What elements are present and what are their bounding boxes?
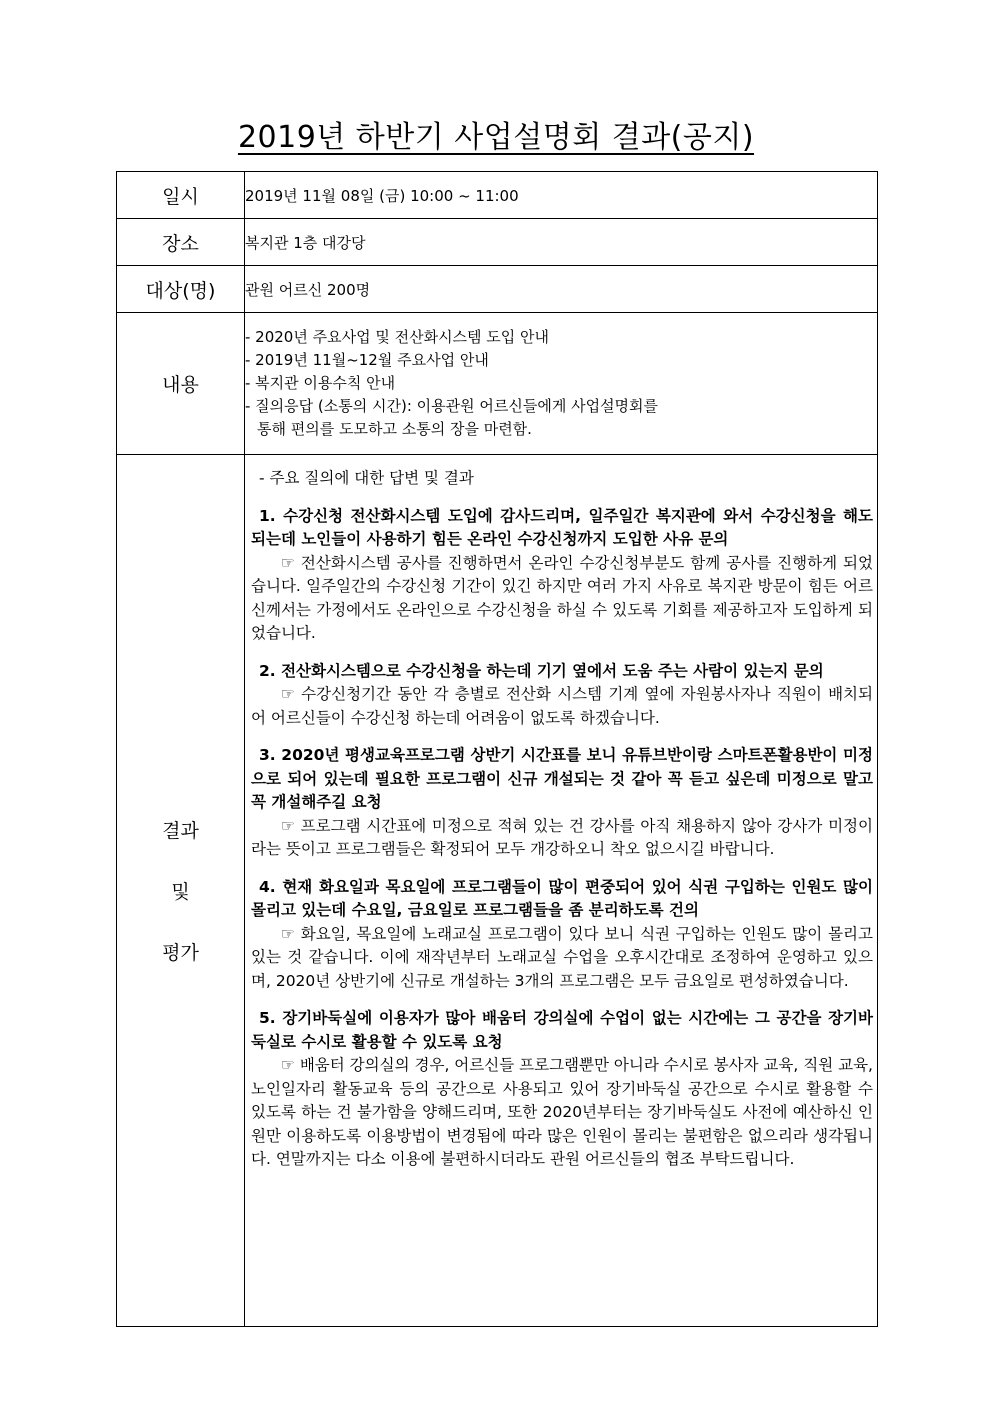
evaluation-lead: - 주요 질의에 대한 답변 및 결과 [259, 469, 474, 487]
answer-text: ☞ 배움터 강의실의 경우, 어르신들 프로그램뿐만 아니라 수시로 봉사자 교육, 직원 교육, 노인일자리 활동교육 등의 공간으로 사용되고 있어 장기바둑실 공간으로 수시로 활용할 수 있도록 하는 건 불가함을 양해드리며, 또한 2020년부터는 장기바둑실도 사전에 예산하신 인원만 이용하도록 이용방법이 변경됨에 따라 많은 인원이 몰리는 불편함은 없으리라 생각됩니다. 연말까지는 다소 이용에 불편하시더라도 관원 어르신들의 협조 부탁드립니다. [251, 1056, 873, 1168]
answer-text: ☞ 화요일, 목요일에 노래교실 프로그램이 있다 보니 식권 구입하는 인원도 많이 몰리고 있는 것 같습니다. 이에 재작년부터 노래교실 수업을 오후시간대로 조정하여 운영하고 있으며, 2020년 상반기에 신규로 개설하는 3개의 프로그램은 모두 금요일로 편성하였습니다. [251, 924, 873, 990]
qa-item [251, 505, 873, 646]
content-line: - 2020년 주요사업 및 전산화시스템 도입 안내 [245, 328, 550, 346]
qa-item [251, 660, 873, 731]
label-content: 내용 [117, 313, 245, 455]
value-evaluation [245, 455, 878, 1327]
value-place: 복지관 1층 대강당 [245, 219, 878, 266]
row-date [117, 172, 878, 219]
answer-text: ☞ 전산화시스템 공사를 진행하면서 온라인 수강신청부분도 함께 공사를 진행하게 되었습니다. 일주일간의 수강신청 기간이 있긴 하지만 여러 가지 사유로 복지관 방문이 힘든 어르신께서는 가정에서도 온라인으로 수강신청을 하실 수 있도록 기회를 제공하고자 도입하게 되었습니다. [251, 553, 873, 642]
row-place [117, 219, 878, 266]
content-line: - 질의응답 (소통의 시간): 이용관원 어르신들에게 사업설명회를 [245, 397, 659, 415]
qa-item [251, 744, 873, 862]
row-target [117, 266, 878, 313]
question-text: 2. 전산화시스템으로 수강신청을 하는데 기기 옆에서 도움 주는 사람이 있는지 문의 [259, 661, 824, 680]
row-content [117, 313, 878, 455]
content-line: 통해 편의를 도모하고 소통의 장을 마련함. [257, 420, 532, 438]
question-text: 1. 수강신청 전산화시스템 도입에 감사드리며, 일주일간 복지관에 와서 수강신청을 해도 되는데 노인들이 사용하기 힘든 온라인 수강신청까지 도입한 사유 문의 [251, 506, 873, 548]
qa-item [251, 1007, 873, 1172]
value-content [245, 313, 878, 455]
row-evaluation [117, 455, 878, 1327]
label-evaluation [117, 455, 245, 1327]
value-target: 관원 어르신 200명 [245, 266, 878, 313]
label-evaluation-part: 결과 [162, 820, 199, 842]
notice-table [116, 171, 878, 1327]
answer-text: ☞ 프로그램 시간표에 미정으로 적혀 있는 건 강사를 아직 채용하지 않아 강사가 미정이라는 뜻이고 프로그램들은 확정되어 모두 개강하오니 착오 없으시길 바랍니다. [251, 816, 873, 858]
label-evaluation-part: 및 [171, 881, 190, 903]
label-target: 대상(명) [117, 266, 245, 313]
question-text: 5. 장기바둑실에 이용자가 많아 배움터 강의실에 수업이 없는 시간에는 그 공간을 장기바둑실로 수시로 활용할 수 있도록 요청 [251, 1009, 873, 1051]
value-date: 2019년 11월 08일 (금) 10:00 ~ 11:00 [245, 172, 878, 219]
content-line: - 복지관 이용수칙 안내 [245, 374, 396, 392]
label-place: 장소 [117, 219, 245, 266]
document-title: 2019년 하반기 사업설명회 결과(공지) [237, 120, 755, 155]
qa-item [251, 876, 873, 994]
answer-text: ☞ 수강신청기간 동안 각 층별로 전산화 시스템 기계 옆에 자원봉사자나 직원이 배치되어 어르신들이 수강신청 하는데 어려움이 없도록 하겠습니다. [251, 685, 873, 727]
document-title-wrap [0, 112, 992, 156]
content-line: - 2019년 11월~12월 주요사업 안내 [245, 351, 489, 369]
question-text: 4. 현재 화요일과 목요일에 프로그램들이 많이 편중되어 있어 식권 구입하는 인원도 많이 몰리고 있는데 수요일, 금요일로 프로그램들을 좀 분리하도록 건의 [251, 877, 873, 919]
label-evaluation-part: 평가 [162, 942, 199, 964]
label-date: 일시 [117, 172, 245, 219]
question-text: 3. 2020년 평생교육프로그램 상반기 시간표를 보니 유튜브반이랑 스마트폰활용반이 미정으로 되어 있는데 필요한 프로그램이 신규 개설되는 것 같아 꼭 듣고 싶은데 미정으로 말고 꼭 개설해주길 요청 [251, 746, 873, 811]
